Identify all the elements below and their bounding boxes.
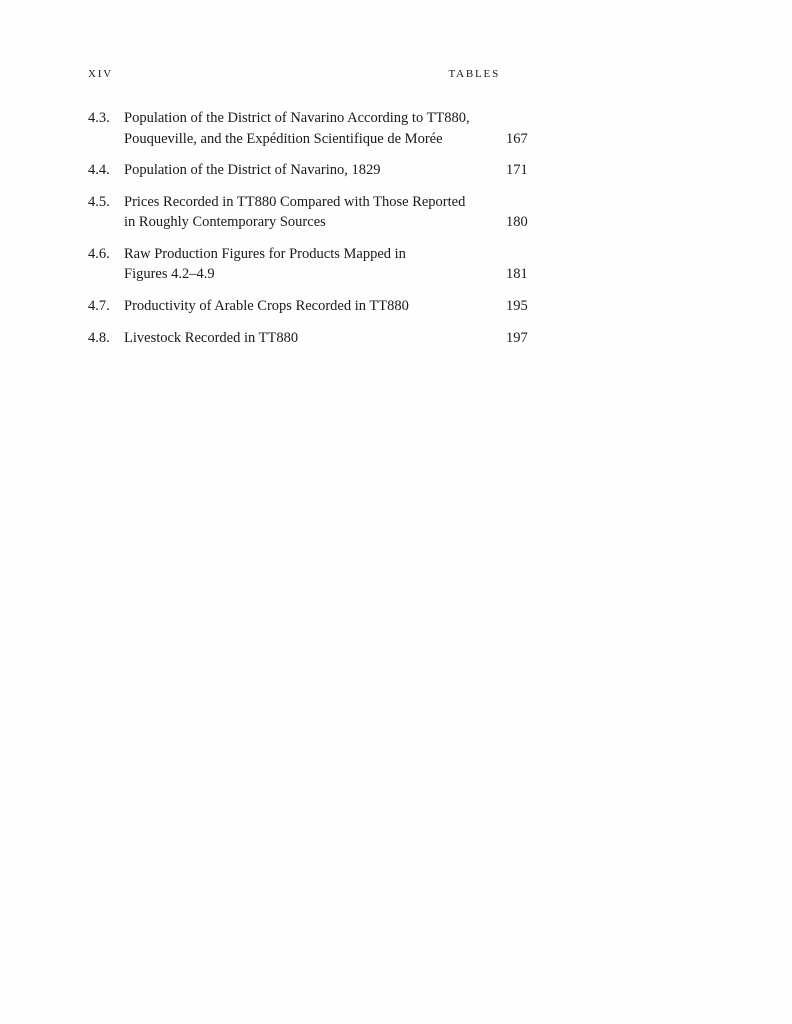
entry-number: 4.8.: [88, 329, 110, 346]
list-item: [88, 160, 528, 181]
entry-title-wrap: [124, 244, 528, 285]
list-item: [88, 192, 528, 233]
entry-number: 4.4.: [88, 162, 110, 179]
entry-page-number: 195: [506, 298, 528, 315]
entry-page-number: 181: [506, 266, 528, 283]
entry-title-line1: Population of the District of Navarino, 1829: [124, 162, 381, 179]
list-item: [88, 244, 528, 285]
list-item: [88, 108, 528, 149]
entry-title-line1: Prices Recorded in TT880 Compared with Those Reported: [124, 193, 466, 210]
list-item: [88, 296, 528, 317]
list-item: [88, 328, 528, 349]
entry-title-line2: in Roughly Contemporary Sources: [124, 214, 326, 231]
entry-page-number: 167: [506, 130, 528, 147]
entry-title-wrap: [124, 160, 528, 181]
running-head: [88, 68, 500, 80]
list-of-tables: [88, 108, 528, 359]
entry-page-number: 197: [506, 329, 528, 346]
entry-number: 4.5.: [88, 193, 110, 210]
page-folio: XIV: [88, 68, 113, 80]
entry-title-wrap: [124, 108, 528, 149]
entry-title-line1: Raw Production Figures for Products Mapped in: [124, 245, 406, 262]
entry-title-line1: Livestock Recorded in TT880: [124, 329, 299, 346]
entry-title-wrap: [124, 192, 528, 233]
running-head-title: TABLES: [448, 68, 500, 80]
entry-title-line1: Population of the District of Navarino According to TT880,: [124, 110, 470, 126]
entry-number: 4.7.: [88, 298, 110, 315]
entry-page-number: 171: [506, 162, 528, 179]
entry-title-line2: Pouqueville, and the Expédition Scientifique de Morée: [124, 130, 443, 147]
entry-title-line1: Productivity of Arable Crops Recorded in TT880: [124, 298, 409, 315]
entry-title-wrap: [124, 328, 528, 349]
entry-number: 4.3.: [88, 110, 110, 126]
entry-page-number: 180: [506, 214, 528, 231]
entry-number: 4.6.: [88, 245, 110, 262]
entry-title-line2: Figures 4.2–4.9: [124, 266, 215, 283]
entry-title-wrap: [124, 296, 528, 317]
